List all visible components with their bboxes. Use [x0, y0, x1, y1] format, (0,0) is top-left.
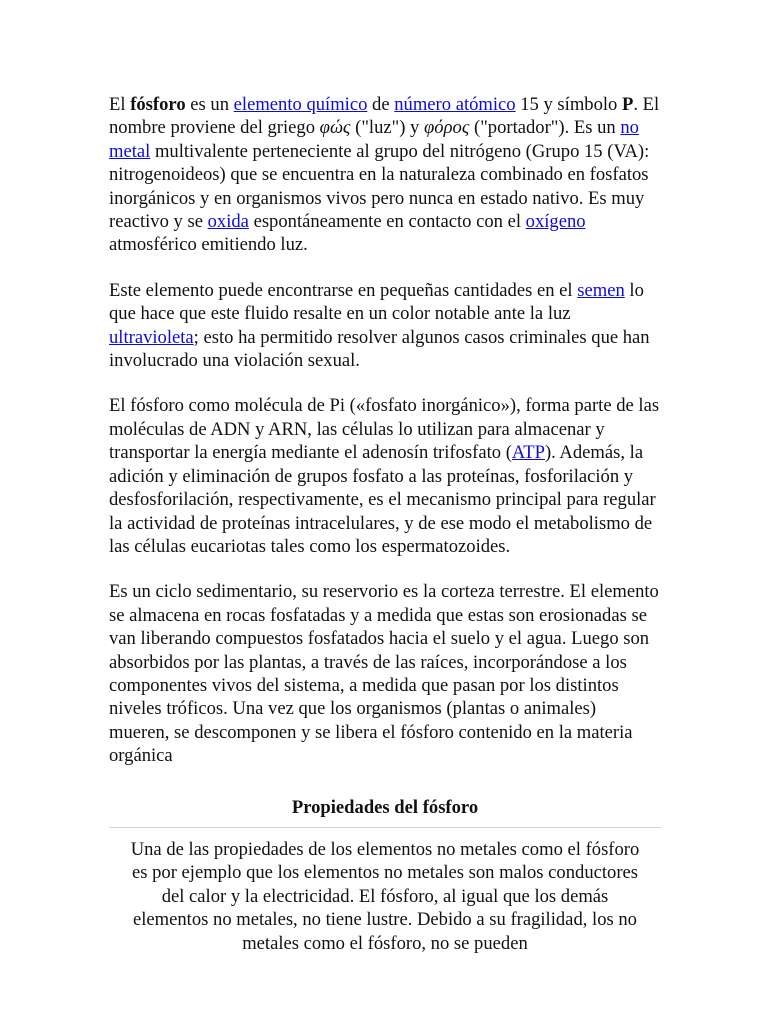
link-elemento-quimico[interactable]: elemento químico — [233, 94, 368, 115]
link-no-metal[interactable]: no metal — [109, 117, 639, 162]
symbol-p: P — [622, 94, 634, 115]
link-oxida[interactable]: oxida — [207, 211, 249, 233]
paragraph-propiedades: Una de las propiedades de los elementos no metales como el fósforo es por ejemplo que los elementos no metales son malos conductores del calor y la electricidad. El fósforo, al igual que los demás elementos no metales, no tiene lustre. Debido a su fragilidad, los no metales como el fósforo, no se pueden — [130, 838, 640, 954]
greek-phos: φώς — [319, 117, 351, 139]
term-fosforo: fósforo — [130, 94, 186, 115]
paragraph-ciclo: Es un ciclo sedimentario, su reservorio es la corteza terrestre. El elemento se almacena en rocas fosfatadas y a medida que estas son erosionadas se van liberando compuestos fosfatados hacia el suelo y el agua. Luego son absorbidos por las plantas, a través de las raíces, incorporándose a los componentes vivos del sistema, a medida que pasan por los distintos niveles tróficos. Una vez que los organismos (plantas o animales) mueren, se descomponen y se libera el fósforo contenido en la materia orgánica — [109, 581, 659, 767]
link-semen[interactable]: semen — [577, 279, 625, 301]
link-atp[interactable]: ATP — [511, 442, 545, 464]
link-numero-atomico[interactable]: número atómico — [394, 94, 516, 115]
article-body — [109, 93, 661, 977]
paragraph-intro: El fósforo es un elemento químico de número atómico 15 y símbolo P. El nombre proviene del griego φώς ("luz") y φόρος ("portador"). Es un no metal multivalente perteneciente al grupo del nitrógeno (Grupo 15 (VA): nitrogenoideos) que se encuentra en la naturaleza combinado en fosfatos inorgánicos y en organismos vivos pero nunca en estado nativo. Es muy reactivo y se oxida espontáneamente en contacto con el oxígeno atmosférico emitiendo luz. — [109, 94, 660, 256]
section-heading: Propiedades del fósforo — [109, 790, 661, 828]
paragraph-semen: Este elemento puede encontrarse en pequeñas cantidades en el semen lo que hace que este fluido resalte en un color notable ante la luz ultravioleta; esto ha permitido resolver algunos casos criminales que han involucrado una violación sexual. — [109, 279, 650, 372]
link-ultravioleta[interactable]: ultravioleta — [109, 326, 194, 348]
paragraph-molecula: El fósforo como molécula de Pi («fosfato inorgánico»), forma parte de las moléculas de ADN y ARN, las células lo utilizan para almacenar y transportar la energía mediante el adenosín trifosfato (ATP). Además, la adición y eliminación de grupos fosfato a las proteínas, fosforilación y desfosforilación, respectivamente, es el mecanismo principal para regular la actividad de proteínas intracelulares, y de ese modo el metabolismo de las células eucariotas tales como los espermatozoides. — [109, 395, 660, 557]
greek-phoros: φόρος — [424, 117, 470, 139]
link-oxigeno[interactable]: oxígeno — [525, 211, 586, 233]
